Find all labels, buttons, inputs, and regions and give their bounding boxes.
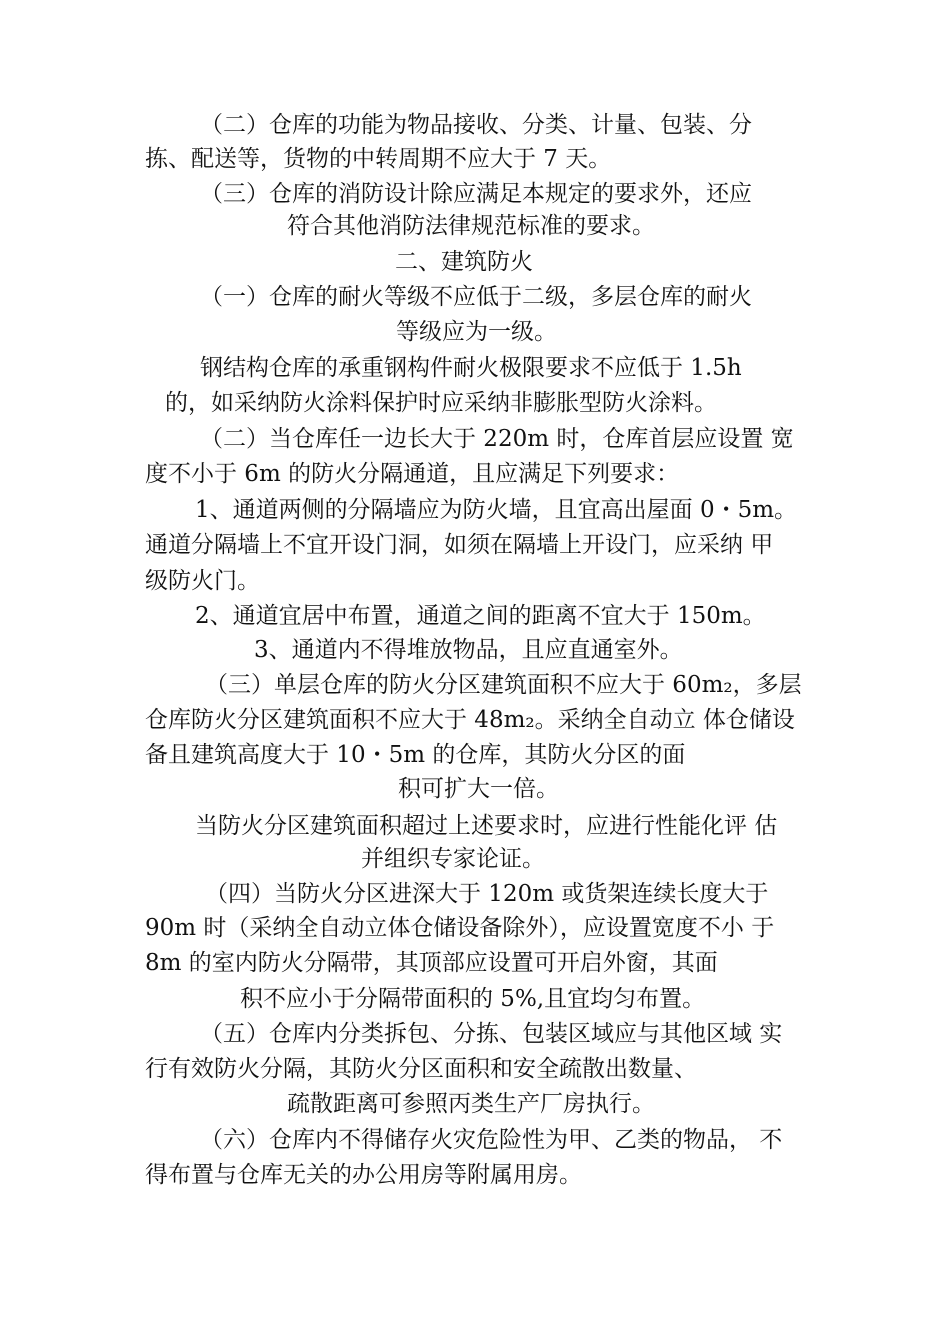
text-line: 90m 时（采纳全自动立体仓储设备除外），应设置宽度不小 于 xyxy=(145,915,775,941)
text-line: （二）当仓库任一边长大于 220m 时，仓库首层应设置 宽 xyxy=(200,426,794,452)
text-line: （四）当防火分区进深大于 120m 或货架连续长度大于 xyxy=(205,881,769,907)
text-line: 疏散距离可参照丙类生产厂房执行。 xyxy=(287,1091,655,1117)
text-line: （六）仓库内不得储存火灾危险性为甲、乙类的物品， 不 xyxy=(200,1127,783,1153)
text-line: 级防火门。 xyxy=(145,568,260,594)
text-line: （一）仓库的耐火等级不应低于二级，多层仓库的耐火 xyxy=(200,284,752,310)
text-line: （三）单层仓库的防火分区建筑面积不应大于 60m₂，多层 xyxy=(205,672,802,698)
text-line: 等级应为一级。 xyxy=(396,319,557,345)
text-line: 行有效防火分隔，其防火分区面积和安全疏散出数量、 xyxy=(145,1056,697,1082)
text-line: 积不应小于分隔带面积的 5%,且宜均匀布置。 xyxy=(240,986,706,1012)
text-line: 并组织专家论证。 xyxy=(361,846,545,872)
text-line: 通道分隔墙上不宜开设门洞，如须在隔墙上开设门，应采纳 甲 xyxy=(145,532,774,558)
section-heading: 二、建筑防火 xyxy=(395,249,533,275)
text-line: 拣、配送等，货物的中转周期不应大于 7 天。 xyxy=(145,146,612,172)
text-line: 得布置与仓库无关的办公用房等附属用房。 xyxy=(145,1162,582,1188)
text-line: 8m 的室内防火分隔带，其顶部应设置可开启外窗，其面 xyxy=(145,950,718,976)
text-line: 3、通道内不得堆放物品，且应直通室外。 xyxy=(254,637,683,663)
text-line: 符合其他消防法律规范标准的要求。 xyxy=(287,213,655,239)
text-line: 备且建筑高度大于 10・5m 的仓库，其防火分区的面 xyxy=(145,742,686,768)
text-line: 仓库防火分区建筑面积不应大于 48m₂。采纳全自动立 体仓储设 xyxy=(145,707,795,733)
text-line: （五）仓库内分类拆包、分拣、包装区域应与其他区域 实 xyxy=(200,1021,783,1047)
text-line: 度不小于 6m 的防火分隔通道，且应满足下列要求： xyxy=(145,461,680,487)
text-line: 积可扩大一倍。 xyxy=(398,776,559,802)
text-line: （三）仓库的消防设计除应满足本规定的要求外，还应 xyxy=(200,181,752,207)
text-line: 钢结构仓库的承重钢构件耐火极限要求不应低于 1.5h xyxy=(200,355,742,381)
text-line: 2、通道宜居中布置，通道之间的距离不宜大于 150m。 xyxy=(195,603,766,629)
text-line: 的，如采纳防火涂料保护时应采纳非膨胀型防火涂料。 xyxy=(165,390,717,416)
text-line: （二）仓库的功能为物品接收、分类、计量、包装、分 xyxy=(200,112,752,138)
text-line: 1、通道两侧的分隔墙应为防火墙，且宜高出屋面 0・5m。 xyxy=(195,497,798,523)
text-line: 当防火分区建筑面积超过上述要求时，应进行性能化评 估 xyxy=(195,813,778,839)
